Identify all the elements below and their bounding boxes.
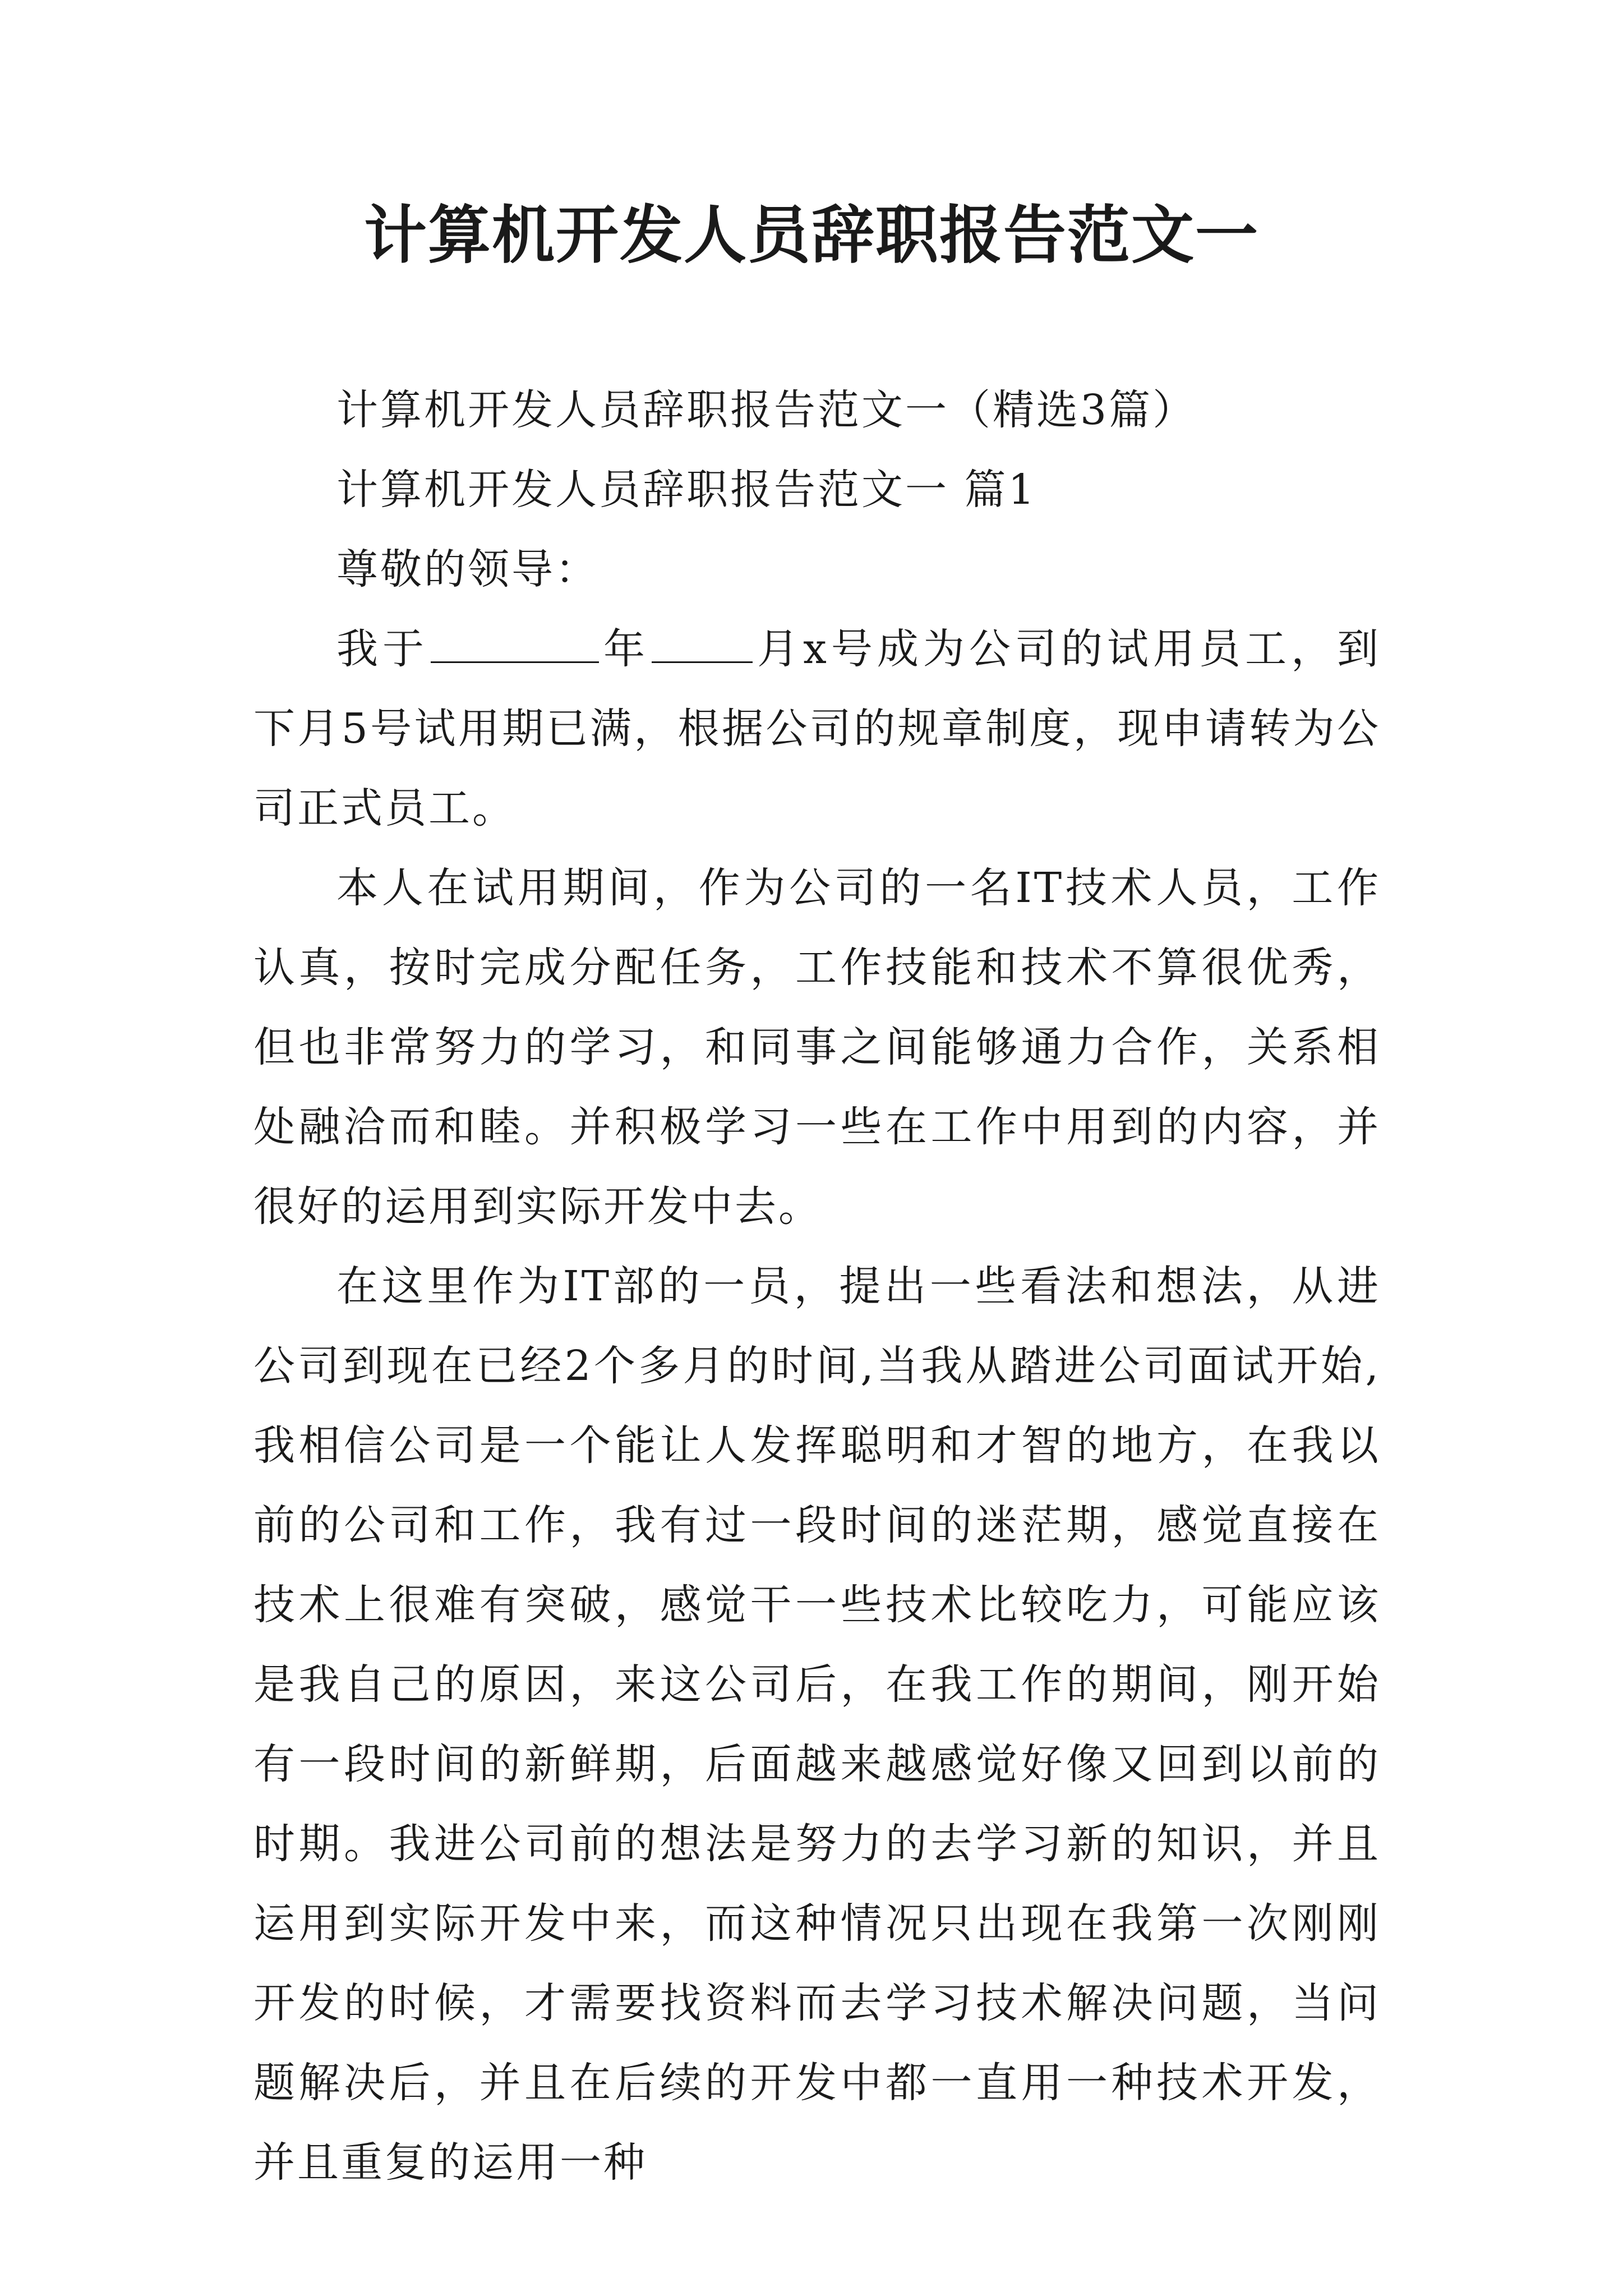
document-title: 计算机开发人员辞职报告范文一: [364, 199, 1259, 272]
paragraph-continuation: 月x号成为公司的试用员工，到下月5号试用期已满，根据公司的规章制度，现申请转为公司正式员工。: [253, 625, 1381, 832]
salutation: 尊敬的领导：: [336, 545, 599, 593]
section-heading: 计算机开发人员辞职报告范文一 篇1: [336, 466, 1037, 514]
subtitle-line: 计算机开发人员辞职报告范文一（精选3篇）: [336, 386, 1197, 434]
document-body: [253, 370, 1381, 2202]
paragraph-probation: [253, 609, 1381, 848]
year-blank-field: [431, 628, 599, 663]
paragraph-prefix: 我于: [336, 625, 429, 673]
year-unit-text: 年: [601, 625, 650, 673]
paragraph-performance: 本人在试用期间，作为公司的一名IT技术人员，工作认真，按时完成分配任务，工作技能和技术不算很优秀，但也非常努力的学习，和同事之间能够通力合作，关系相处融洽而和睦。并积极学习一些在工作中用到的内容，并很好的运用到实际开发中去。: [253, 864, 1381, 1231]
month-blank-field: [652, 628, 753, 663]
paragraph-opinions: 在这里作为IT部的一员，提出一些看法和想法，从进公司到现在已经2个多月的时间,当我从踏进公司面试开始,我相信公司是一个能让人发挥聪明和才智的地方，在我以前的公司和工作，我有过一段时间的迷茫期，感觉直接在技术上很难有突破，感觉干一些技术比较吃力，可能应该是我自己的原因，来这公司后，在我工作的期间，刚开始有一段时间的新鲜期，后面越来越感觉好像又回到以前的时期。我进公司前的想法是努力的去学习新的知识，并且运用到实际开发中来，而这种情况只出现在我第一次刚刚开发的时候，才需要找资料而去学习技术解决问题，当问题解决后，并且在后续的开发中都一直用一种技术开发，并且重复的运用一种: [253, 1262, 1381, 2187]
